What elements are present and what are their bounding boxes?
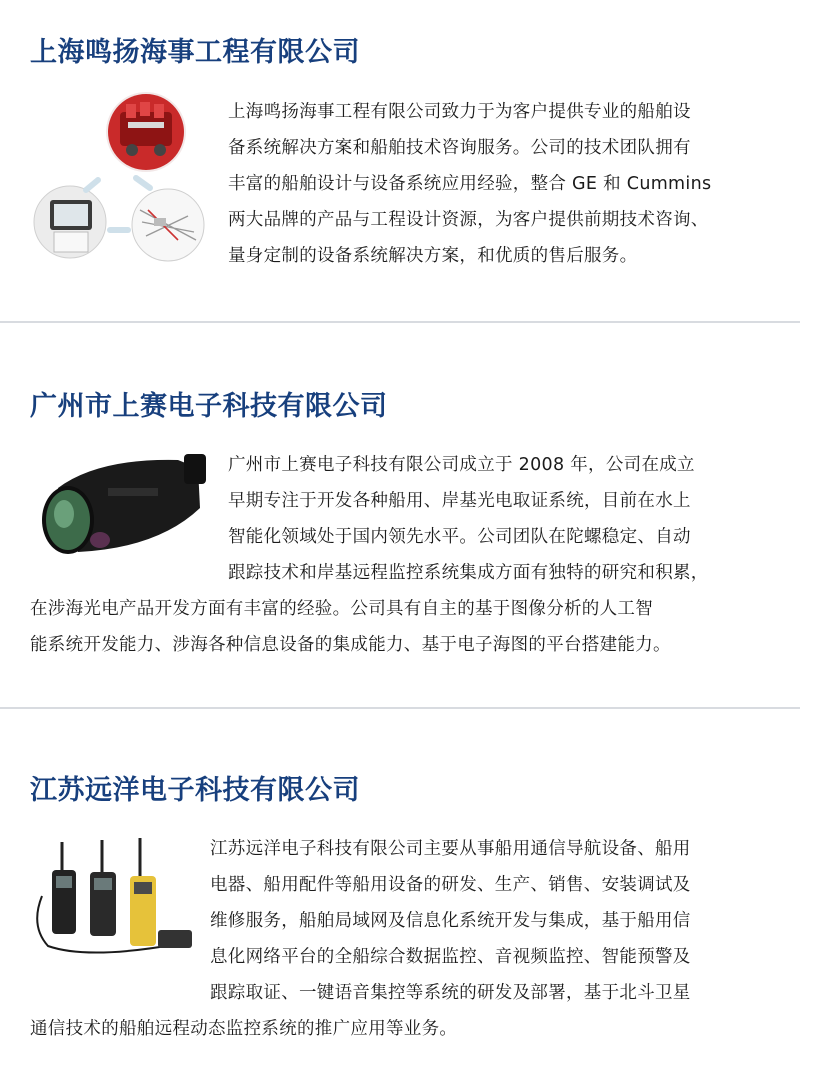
company-description-1 — [228, 94, 808, 274]
description-line: 在涉海光电产品开发方面有丰富的经验。公司具有自主的基于图像分析的人工智 — [30, 599, 653, 619]
section-divider — [0, 321, 800, 323]
schematic-image — [132, 189, 204, 261]
description-line: 智能化领域处于国内领先水平。公司团队在陀螺稳定、自动 — [228, 527, 691, 547]
description-line: 通信技术的船舶远程动态监控系统的推广应用等业务。 — [30, 1019, 458, 1039]
description-line: 江苏远洋电子科技有限公司主要从事船用通信导航设备、船用 — [210, 839, 691, 859]
description-line: 跟踪取证、一键语音集控等系统的研发及部署，基于北斗卫星 — [210, 983, 691, 1003]
company-title-1: 上海鸣扬海事工程有限公司 — [30, 37, 360, 68]
description-line: 电器、船用配件等船用设备的研发、生产、销售、安装调试及 — [210, 875, 691, 895]
company-title-2: 广州市上赛电子科技有限公司 — [30, 391, 388, 422]
description-line: 备系统解决方案和船舶技术咨询服务。公司的技术团队拥有 — [228, 138, 691, 158]
description-line: 息化网络平台的全船综合数据监控、音视频监控、智能预警及 — [210, 947, 691, 967]
description-line: 广州市上赛电子科技有限公司成立于 2008 年，公司在成立 — [228, 455, 695, 475]
marine-radio-image — [28, 836, 198, 966]
company-description-2-bottom — [30, 591, 810, 663]
description-line: 跟踪技术和岸基远程监控系统集成方面有独特的研究和积累， — [228, 563, 709, 583]
engine-image — [106, 92, 186, 172]
description-line: 两大品牌的产品与工程设计资源，为客户提供前期技术咨询、 — [228, 210, 709, 230]
description-line: 早期专注于开发各种船用、岸基光电取证系统，目前在水上 — [228, 491, 691, 511]
company-title-3: 江苏远洋电子科技有限公司 — [30, 775, 360, 806]
control-panel-image — [34, 186, 106, 258]
company-description-3-top — [210, 831, 810, 1011]
section-divider — [0, 707, 800, 709]
marine-equipment-illustration — [28, 90, 208, 270]
thermal-camera-image — [38, 448, 210, 578]
description-line: 维修服务，船舶局域网及信息化系统开发与集成，基于船用信 — [210, 911, 691, 931]
description-line: 能系统开发能力、涉海各种信息设备的集成能力、基于电子海图的平台搭建能力。 — [30, 635, 671, 655]
description-line: 丰富的船舶设计与设备系统应用经验，整合 GE 和 Cummins — [228, 174, 712, 194]
company-description-3-bottom — [30, 1011, 810, 1047]
description-line: 上海鸣扬海事工程有限公司致力于为客户提供专业的船舶设 — [228, 102, 691, 122]
description-line: 量身定制的设备系统解决方案，和优质的售后服务。 — [228, 246, 638, 266]
company-description-2-top — [228, 447, 808, 591]
